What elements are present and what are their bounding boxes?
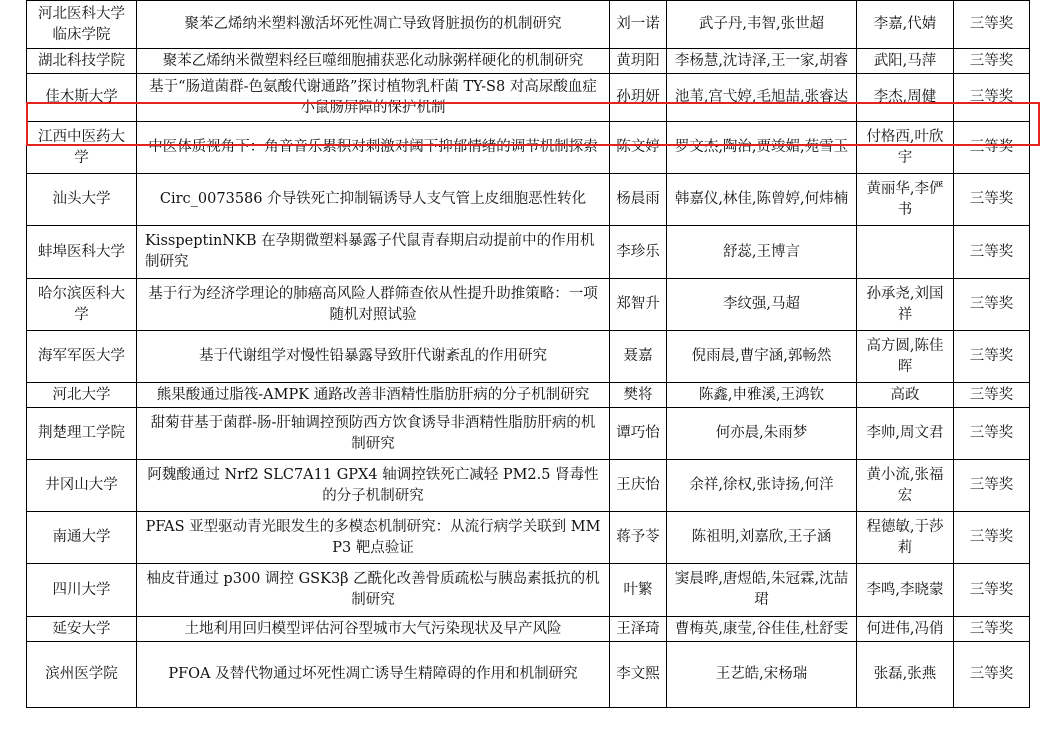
title-cell: 甜菊苷基于菌群-肠-肝轴调控预防西方饮食诱导非酒精性脂肪肝病的机制研究 [137,408,610,460]
table-row [27,331,1030,383]
school-cell: 滨州医学院 [27,642,137,708]
table-row [27,617,1030,642]
table-row [27,564,1030,617]
award-cell: 三等奖 [954,174,1030,226]
members-cell: 倪雨晨,曹宇涵,郭畅然 [667,331,857,383]
award-cell: 三等奖 [954,49,1030,74]
members-cell: 罗文杰,陶治,贾竣媚,苑雪玉 [667,122,857,174]
leader-cell: 孙玥妍 [610,74,667,122]
leader-cell: 李文熙 [610,642,667,708]
members-cell: 舒蕊,王博言 [667,226,857,279]
members-cell: 李纹强,马超 [667,279,857,331]
award-cell: 三等奖 [954,383,1030,408]
advisors-cell: 李嘉,代婧 [857,1,954,49]
table-row [27,174,1030,226]
advisors-cell: 程德敏,于莎莉 [857,512,954,564]
title-cell: 基于代谢组学对慢性铅暴露导致肝代谢紊乱的作用研究 [137,331,610,383]
leader-cell: 郑智升 [610,279,667,331]
title-cell: 基于“肠道菌群-色氨酸代谢通路”探讨植物乳杆菌 TY-S8 对高尿酸血症小鼠肠屏障的保护机制 [137,74,610,122]
advisors-cell: 李帅,周文君 [857,408,954,460]
leader-cell: 聂嘉 [610,331,667,383]
advisors-cell: 孙承尧,刘国祥 [857,279,954,331]
members-cell: 李杨慧,沈诗泽,王一家,胡睿 [667,49,857,74]
school-cell: 江西中医药大学 [27,122,137,174]
members-cell: 曹梅英,康莹,谷佳佳,杜舒雯 [667,617,857,642]
award-cell: 三等奖 [954,331,1030,383]
title-cell: KisspeptinNKB 在孕期微塑料暴露子代鼠青春期启动提前中的作用机制研究 [137,226,610,279]
school-cell: 蚌埠医科大学 [27,226,137,279]
award-cell: 三等奖 [954,74,1030,122]
school-cell: 湖北科技学院 [27,49,137,74]
title-cell: 熊果酸通过脂筏-AMPK 通路改善非酒精性脂肪肝病的分子机制研究 [137,383,610,408]
advisors-cell: 高政 [857,383,954,408]
award-table [26,0,1030,708]
leader-cell: 李珍乐 [610,226,667,279]
school-cell: 四川大学 [27,564,137,617]
table-row [27,1,1030,49]
table-row [27,408,1030,460]
title-cell: PFOA 及替代物通过坏死性凋亡诱导生精障碍的作用和机制研究 [137,642,610,708]
title-cell: 土地利用回归模型评估河谷型城市大气污染现状及早产风险 [137,617,610,642]
table-row [27,226,1030,279]
members-cell: 池苇,宫弋婷,毛旭喆,张睿达 [667,74,857,122]
award-cell: 三等奖 [954,460,1030,512]
leader-cell: 蒋予苓 [610,512,667,564]
title-cell: 阿魏酸通过 Nrf2 SLC7A11 GPX4 轴调控铁死亡减轻 PM2.5 肾毒性的分子机制研究 [137,460,610,512]
school-cell: 南通大学 [27,512,137,564]
award-table-body [27,1,1030,708]
award-cell: 三等奖 [954,408,1030,460]
school-cell: 延安大学 [27,617,137,642]
members-cell: 陈鑫,申雅溪,王鸿钦 [667,383,857,408]
members-cell: 武子丹,韦智,张世超 [667,1,857,49]
table-row [27,460,1030,512]
leader-cell: 谭巧怡 [610,408,667,460]
advisors-cell: 武阳,马萍 [857,49,954,74]
leader-cell: 王泽琦 [610,617,667,642]
school-cell: 井冈山大学 [27,460,137,512]
title-cell: 基于行为经济学理论的肺癌高风险人群筛查依从性提升助推策略：一项随机对照试验 [137,279,610,331]
table-row [27,642,1030,708]
leader-cell: 陈文婷 [610,122,667,174]
advisors-cell: 高方圆,陈佳晖 [857,331,954,383]
leader-cell: 黄玥阳 [610,49,667,74]
advisors-cell: 黄丽华,李俨书 [857,174,954,226]
school-cell: 河北大学 [27,383,137,408]
leader-cell: 叶繁 [610,564,667,617]
title-cell: PFAS 亚型驱动青光眼发生的多模态机制研究：从流行病学关联到 MMP3 靶点验证 [137,512,610,564]
title-cell: 聚苯乙烯纳米塑料激活坏死性凋亡导致肾脏损伤的机制研究 [137,1,610,49]
award-cell: 三等奖 [954,512,1030,564]
award-cell: 三等奖 [954,1,1030,49]
members-cell: 王艺皓,宋杨瑞 [667,642,857,708]
leader-cell: 樊将 [610,383,667,408]
award-cell: 三等奖 [954,564,1030,617]
school-cell: 河北医科大学临床学院 [27,1,137,49]
members-cell: 余祥,徐权,张诗扬,何洋 [667,460,857,512]
award-cell: 三等奖 [954,617,1030,642]
school-cell: 荆楚理工学院 [27,408,137,460]
award-cell: 三等奖 [954,122,1030,174]
title-cell: 柚皮苷通过 p300 调控 GSK3β 乙酰化改善骨质疏松与胰岛素抵抗的机制研究 [137,564,610,617]
table-row [27,122,1030,174]
title-cell: 聚苯乙烯纳米微塑料经巨噬细胞捕获恶化动脉粥样硬化的机制研究 [137,49,610,74]
advisors-cell: 李杰,周健 [857,74,954,122]
leader-cell: 刘一诺 [610,1,667,49]
award-cell: 三等奖 [954,279,1030,331]
award-table-container [26,0,1029,708]
award-cell: 三等奖 [954,642,1030,708]
members-cell: 韩嘉仪,林佳,陈曾婷,何炜楠 [667,174,857,226]
leader-cell: 王庆怡 [610,460,667,512]
table-row [27,49,1030,74]
table-row [27,512,1030,564]
title-cell: 中医体质视角下：角音音乐累积对刺激对阈下抑郁情绪的调节机制探索 [137,122,610,174]
title-cell: Circ_0073586 介导铁死亡抑制镉诱导人支气管上皮细胞恶性转化 [137,174,610,226]
advisors-cell [857,226,954,279]
members-cell: 何亦晨,朱雨梦 [667,408,857,460]
school-cell: 佳木斯大学 [27,74,137,122]
school-cell: 哈尔滨医科大学 [27,279,137,331]
table-row [27,279,1030,331]
award-cell: 三等奖 [954,226,1030,279]
advisors-cell: 付格西,叶欣宇 [857,122,954,174]
school-cell: 海军军医大学 [27,331,137,383]
advisors-cell: 黄小流,张福宏 [857,460,954,512]
advisors-cell: 李鸣,李晓蒙 [857,564,954,617]
members-cell: 陈祖明,刘嘉欣,王子涵 [667,512,857,564]
advisors-cell: 何进伟,冯俏 [857,617,954,642]
leader-cell: 杨晨雨 [610,174,667,226]
school-cell: 汕头大学 [27,174,137,226]
members-cell: 窦晨晔,唐煜皓,朱冠霖,沈喆珺 [667,564,857,617]
advisors-cell: 张磊,张燕 [857,642,954,708]
table-row [27,74,1030,122]
table-row [27,383,1030,408]
